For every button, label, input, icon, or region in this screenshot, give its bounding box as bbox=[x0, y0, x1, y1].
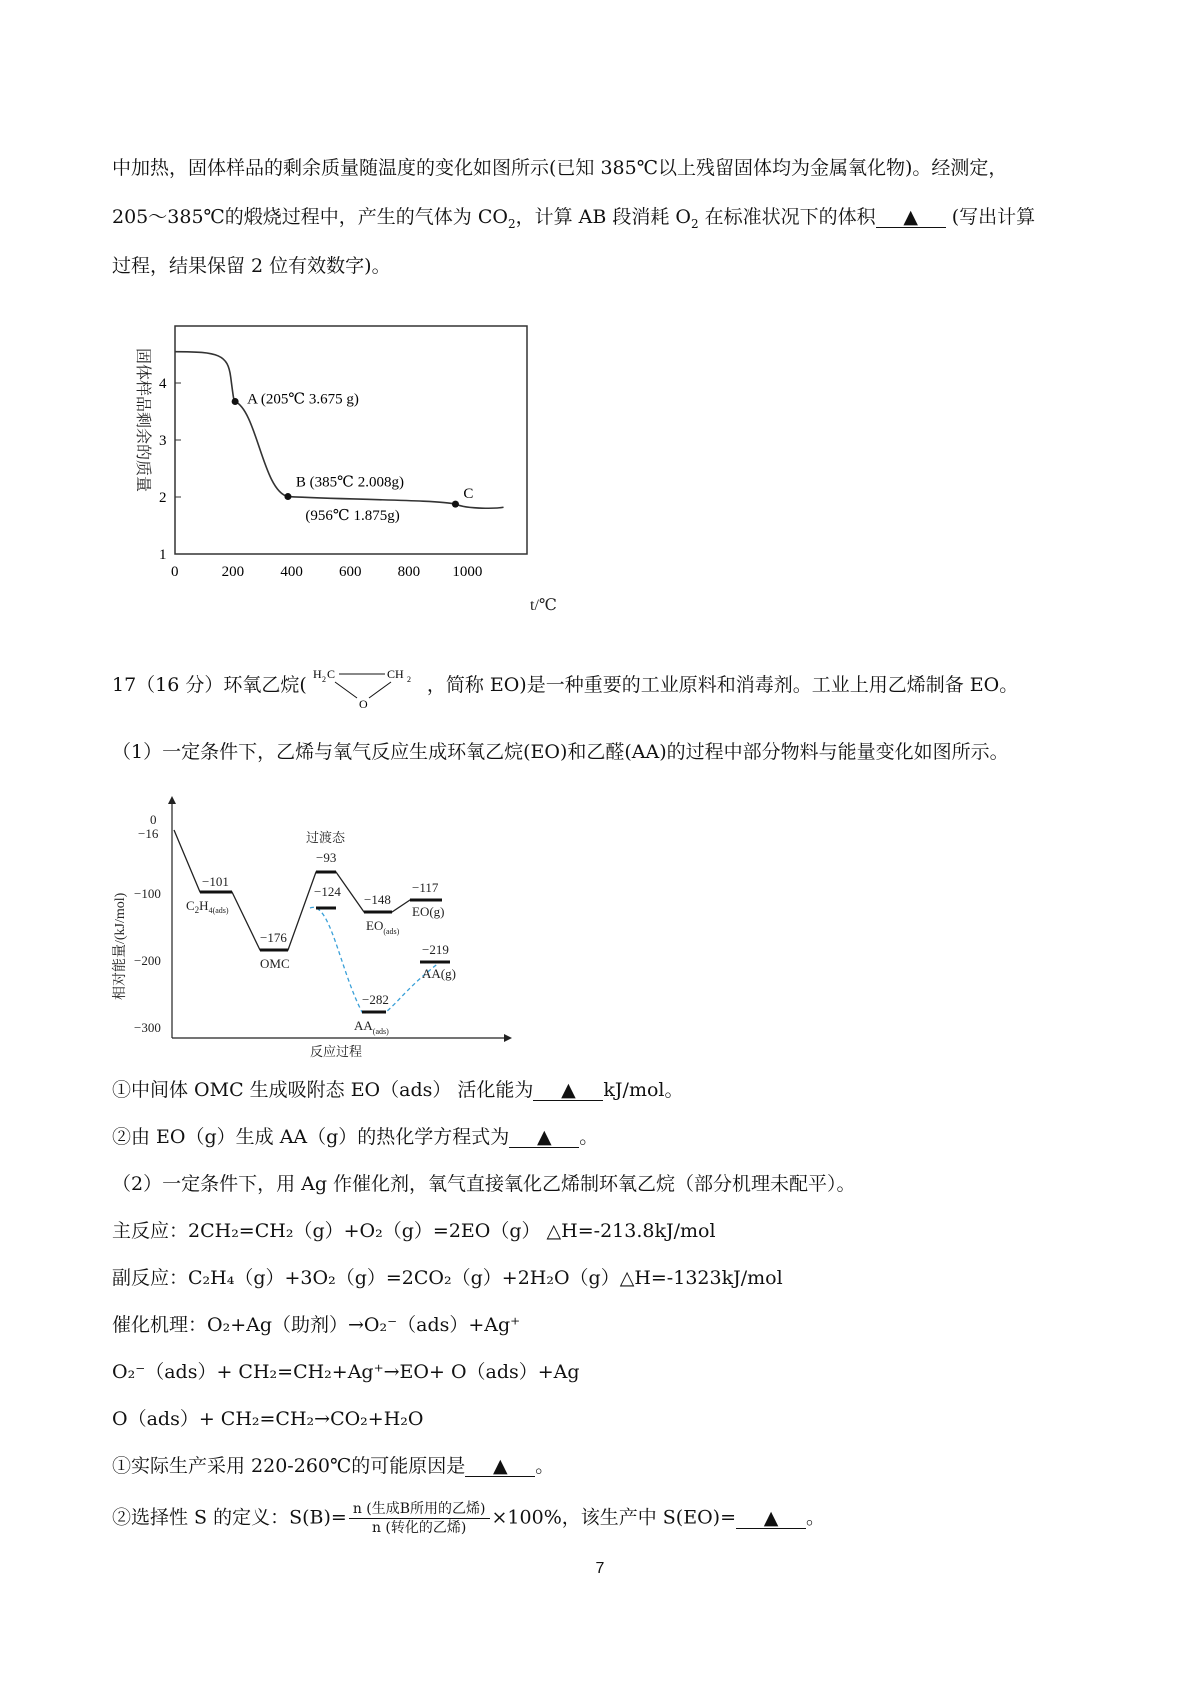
mechanism-3: O（ads）+ CH₂=CH₂→CO₂+H₂O bbox=[112, 1408, 424, 1430]
point-A bbox=[232, 398, 239, 405]
selectivity-fraction: $\frac{\text{n (生成B所用的乙烯)}}{\text{n (转化的乙烯)}}$ bbox=[349, 1500, 490, 1537]
y-tick-200: −200 bbox=[134, 953, 161, 968]
lbl-omc: OMC bbox=[260, 956, 290, 971]
val-eo-g: −117 bbox=[412, 880, 439, 895]
chart2-ylabel: 相对能量/(kJ/mol) bbox=[113, 892, 128, 1000]
y-tick-100: −100 bbox=[134, 886, 161, 901]
svg-text:H: H bbox=[312, 667, 322, 681]
mechanism-2: O₂⁻（ads）+ CH₂=CH₂+Ag⁺→EO+ O（ads）+Ag bbox=[112, 1361, 580, 1383]
ts-annotation: 过渡态 bbox=[306, 830, 346, 845]
chart1-xlabel: t/℃ bbox=[530, 597, 557, 614]
chart2-xlabel: 反应过程 bbox=[310, 1044, 363, 1059]
answer-blank[interactable]: ▲ bbox=[876, 207, 946, 228]
q17-heading: 17（16 分）环氧乙烷( H 2 C CH 2 O ，简称 EO)是一种重要的工业原料和消毒剂。工业上用乙烯制备 EO。 bbox=[112, 667, 1019, 711]
svg-text:2: 2 bbox=[406, 675, 411, 684]
point-label-A: A (205℃ 3.675 g) bbox=[247, 391, 359, 408]
q17-part1: （1）一定条件下，乙烯与氧气反应生成环氧乙烷(EO)和乙醛(AA)的过程中部分物料与能量变化如图所示。 bbox=[112, 741, 1009, 763]
val-aa-g: −219 bbox=[422, 942, 449, 957]
y-tick-label: 2 bbox=[159, 490, 167, 506]
answer-blank[interactable]: ▲ bbox=[736, 1508, 806, 1529]
lbl-eo-g: EO(g) bbox=[412, 904, 445, 919]
lbl-eo-ads: $EO_{(ads)}$ bbox=[366, 918, 400, 936]
y-tick-16: −16 bbox=[138, 826, 159, 841]
answer-blank[interactable]: ▲ bbox=[465, 1456, 535, 1477]
val-eo-ads: −148 bbox=[364, 892, 391, 907]
mass-temperature-chart bbox=[110, 318, 560, 618]
point-C bbox=[452, 501, 459, 508]
chart1-ylabel: 固体样品剩余的质量 bbox=[134, 348, 151, 493]
answer-blank[interactable]: ▲ bbox=[509, 1127, 579, 1148]
intro-line-1: 中加热，固体样品的剩余质量随温度的变化如图所示(已知 385℃以上残留固体均为金属氧化物)。经测定， bbox=[112, 157, 1008, 179]
q17-part2: （2）一定条件下，用 Ag 作催化剂，氧气直接氧化乙烯制环氧乙烷（部分机理未配平）。 bbox=[112, 1173, 856, 1195]
y-tick-0: 0 bbox=[150, 812, 157, 827]
eo-path bbox=[174, 830, 442, 950]
q17-1-b: ②由 EO（g）生成 AA（g）的热化学方程式为 ▲ 。 bbox=[112, 1126, 599, 1148]
q17-1-a: ①中间体 OMC 生成吸附态 EO（ads） 活化能为 ▲ kJ/mol。 bbox=[112, 1079, 684, 1101]
svg-text:2: 2 bbox=[321, 675, 326, 684]
val-c2h4: −101 bbox=[202, 874, 229, 889]
x-tick-label: 200 bbox=[221, 564, 245, 580]
epoxide-structure bbox=[307, 667, 427, 711]
x-tick-label: 600 bbox=[339, 564, 362, 580]
answer-blank[interactable]: ▲ bbox=[533, 1080, 603, 1101]
intro-line-2: 205～385℃的煅烧过程中，产生的气体为 $CO_2$，计算 AB 段消耗 $O_2$ 在标准状况下的体积 ▲ (写出计算 bbox=[112, 206, 1036, 231]
svg-text:O: O bbox=[358, 697, 368, 711]
x-tick-label: 800 bbox=[397, 564, 421, 580]
energy-profile-chart bbox=[110, 790, 530, 1060]
intro-line-3: 过程，结果保留 2 位有效数字)。 bbox=[112, 255, 391, 277]
y-tick-label: 1 bbox=[159, 547, 167, 563]
val-aa-ads: −282 bbox=[362, 992, 389, 1007]
x-tick-label: 0 bbox=[171, 564, 179, 580]
val-omc: −176 bbox=[260, 930, 287, 945]
mechanism-1: 催化机理：O₂+Ag（助剂）→O₂⁻（ads）+Ag⁺ bbox=[112, 1314, 521, 1336]
q17-2-a: ①实际生产采用 220-260℃的可能原因是 ▲ 。 bbox=[112, 1455, 555, 1477]
side-reaction: 副反应：C₂H₄（g）+3O₂（g）=2CO₂（g）+2H₂O（g）△H=-1323kJ/mol bbox=[112, 1267, 783, 1289]
svg-text:C: C bbox=[326, 667, 335, 681]
point-B bbox=[284, 493, 291, 500]
y-tick-300: −300 bbox=[134, 1020, 161, 1035]
lbl-aa-ads: $AA_{(ads)}$ bbox=[354, 1018, 389, 1036]
x-tick-label: 400 bbox=[280, 564, 303, 580]
lbl-c2h4: $C_2H_{4(ads)}$ bbox=[186, 898, 229, 915]
main-reaction: 主反应：2CH₂=CH₂（g）+O₂（g）=2EO（g） △H=-213.8kJ/mol bbox=[112, 1220, 716, 1242]
val-ts1: −93 bbox=[316, 850, 337, 865]
y-tick-label: 4 bbox=[159, 376, 167, 392]
x-tick-label: 1000 bbox=[452, 564, 483, 580]
point-letter-C: C bbox=[463, 486, 474, 503]
svg-text:CH: CH bbox=[386, 667, 404, 681]
point-label-C: (956℃ 1.875g) bbox=[305, 508, 400, 525]
q17-2-b: ②选择性 S 的定义：S(B)= $\frac{\text{n (生成B所用的乙烯)}}{\text{n (转化的乙烯)}}$ ×100%，该生产中 S(EO)= ▲ 。 bbox=[112, 1501, 826, 1536]
val-ts2: −124 bbox=[314, 884, 341, 899]
page-number: 7 bbox=[595, 1560, 605, 1577]
y-tick-label: 3 bbox=[159, 433, 167, 449]
point-label-B: B (385℃ 2.008g) bbox=[295, 474, 404, 491]
lbl-aa-g: AA(g) bbox=[422, 966, 456, 981]
